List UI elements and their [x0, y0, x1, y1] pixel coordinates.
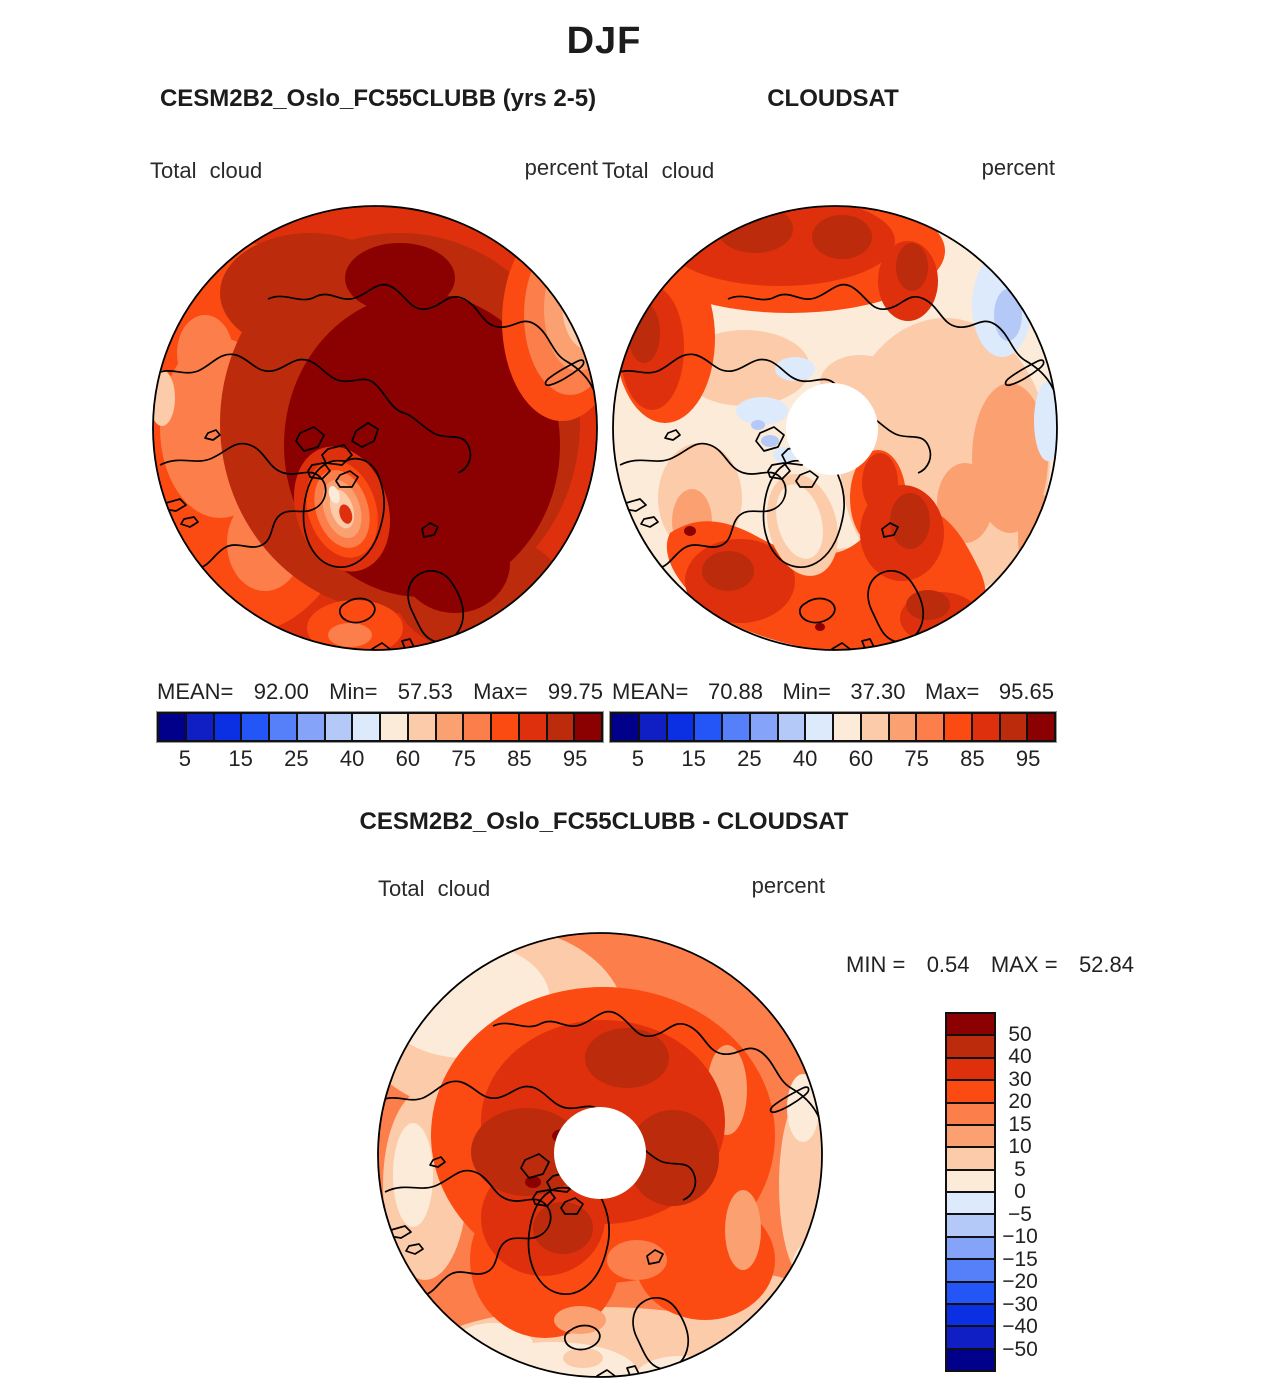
colorbar-cell	[409, 714, 437, 740]
diff-units-label: percent	[751, 873, 825, 898]
contour-region	[393, 1123, 433, 1227]
colorbar-cell	[159, 714, 187, 740]
colorbar-tick-label: −50	[1002, 1337, 1038, 1361]
colorbar-tick-label: 30	[1008, 1067, 1032, 1091]
contour-region	[812, 215, 872, 259]
colorbar-tick-label: 75	[904, 746, 929, 771]
colorbar-cell	[779, 714, 807, 740]
contour-region	[896, 243, 928, 291]
colorbar-cell	[353, 714, 381, 740]
contour-region	[579, 267, 600, 327]
max-value: 99.75	[547, 679, 603, 704]
contour-region	[684, 526, 696, 536]
colorbar-tick-label: 5	[631, 746, 644, 771]
colorbar-cell	[215, 714, 243, 740]
colorbar-cell	[381, 714, 409, 740]
colorbar-tick-label: 95	[562, 746, 588, 771]
colorbar-cell	[548, 714, 576, 740]
contour-region	[702, 551, 754, 591]
difference-map	[375, 930, 825, 1380]
colorbar-tick-label: 40	[1008, 1045, 1032, 1068]
colorbar-tick-label: 50	[1008, 1022, 1032, 1046]
colorbar-cell	[947, 1148, 994, 1170]
contour-region	[525, 1176, 541, 1188]
colorbar-cell	[947, 1193, 994, 1215]
colorbar-cell	[298, 714, 326, 740]
colorbar-cell	[947, 1126, 994, 1148]
contour-region	[890, 493, 930, 549]
obs-units-label: percent	[981, 155, 1055, 180]
model-field-label: Total cloud	[150, 158, 263, 183]
colorbar-tick-label: −10	[1002, 1225, 1038, 1248]
pole-data-hole	[786, 383, 878, 475]
colorbar-cell	[834, 714, 862, 740]
colorbar-tick-label: 15	[228, 746, 253, 771]
colorbar-cell	[1001, 714, 1029, 740]
model-colorbar	[157, 712, 603, 742]
colorbar-cell	[612, 714, 640, 740]
colorbar-cell	[492, 714, 520, 740]
colorbar-tick-label: 40	[792, 746, 818, 771]
mean-label: MEAN=	[612, 679, 689, 704]
colorbar-cell	[973, 714, 1001, 740]
colorbar-cell	[947, 1283, 994, 1305]
cloudsat-map	[610, 203, 1060, 653]
contour-region	[607, 1240, 667, 1280]
colorbar-tick-label: −20	[1002, 1270, 1038, 1293]
colorbar-cell	[947, 1081, 994, 1103]
contour-region	[725, 1190, 761, 1270]
colorbar-cell	[947, 1238, 994, 1260]
colorbar-tick-label: 85	[507, 746, 532, 771]
diff-field-label: Total cloud	[378, 876, 491, 901]
max-label: Max=	[473, 679, 528, 704]
contour-region	[328, 623, 372, 647]
max-value: 52.84	[1078, 952, 1134, 977]
contour-region	[791, 1245, 819, 1305]
colorbar-cell	[947, 1327, 994, 1349]
colorbar-cell	[947, 1305, 994, 1327]
obs-colorbar	[610, 712, 1056, 742]
colorbar-tick-label: 5	[178, 746, 191, 771]
contour-region	[815, 623, 825, 631]
contour-region	[862, 453, 898, 513]
colorbar-cell	[520, 714, 548, 740]
obs-field-label: Total cloud	[602, 158, 715, 183]
colorbar-tick-label: −5	[1008, 1202, 1032, 1226]
colorbar-cell	[947, 1014, 994, 1036]
colorbar-cell	[947, 1104, 994, 1126]
colorbar-cell	[640, 714, 668, 740]
mean-value: 70.88	[707, 679, 764, 704]
colorbar-cell	[945, 714, 973, 740]
colorbar-tick-label: 25	[737, 746, 762, 771]
pole-data-hole	[554, 1107, 646, 1199]
colorbar-cell	[187, 714, 215, 740]
obs-colorbar-ticks	[610, 746, 1056, 772]
mean-value: 92.00	[253, 679, 309, 704]
max-label: MAX =	[990, 952, 1058, 977]
contour-region	[563, 1348, 603, 1368]
min-value: 0.54	[926, 952, 970, 977]
obs-stats	[612, 679, 1054, 703]
colorbar-cell	[437, 714, 465, 740]
contour-region	[345, 243, 455, 313]
contour-region	[736, 397, 788, 425]
obs-panel-title: CLOUDSAT	[767, 85, 899, 112]
colorbar-tick-label: 20	[1008, 1090, 1032, 1113]
colorbar-tick-label: 15	[681, 746, 706, 771]
colorbar-cell	[668, 714, 696, 740]
colorbar-cell	[242, 714, 270, 740]
colorbar-tick-label: −30	[1002, 1292, 1038, 1316]
colorbar-tick-label: 10	[1008, 1135, 1032, 1158]
diff-panel-title: CESM2B2_Oslo_FC55CLUBB - CLOUDSAT	[359, 808, 849, 835]
min-value: 57.53	[397, 679, 453, 704]
contour-region	[177, 315, 233, 391]
colorbar-cell	[806, 714, 834, 740]
diff-minmax	[846, 952, 1134, 978]
min-label: Min=	[782, 679, 831, 704]
colorbar-tick-label: 0	[1014, 1180, 1026, 1203]
contour-region	[761, 435, 779, 447]
contour-region	[400, 513, 510, 613]
model-colorbar-ticks	[157, 746, 603, 772]
contour-region	[751, 420, 765, 430]
colorbar-tick-label: 85	[960, 746, 985, 771]
colorbar-tick-label: 15	[1008, 1112, 1032, 1136]
min-label: Min=	[329, 679, 378, 704]
model-units-label: percent	[524, 155, 598, 180]
contour-region	[554, 1306, 606, 1334]
colorbar-tick-label: 25	[284, 746, 309, 771]
colorbar-cell	[947, 1215, 994, 1237]
colorbar-cell	[751, 714, 779, 740]
colorbar-tick-label: 75	[451, 746, 476, 771]
min-label: MIN =	[846, 952, 906, 977]
colorbar-cell	[1028, 714, 1054, 740]
colorbar-cell	[326, 714, 354, 740]
model-map	[150, 203, 600, 653]
colorbar-tick-label: −15	[1002, 1247, 1038, 1271]
diff-colorbar-ticks	[994, 1012, 1046, 1372]
mean-label: MEAN=	[157, 679, 234, 704]
colorbar-tick-label: 40	[339, 746, 365, 771]
colorbar-tick-label: 60	[848, 746, 874, 771]
contour-region	[1018, 493, 1058, 583]
contour-region	[628, 303, 660, 363]
model-stats	[157, 679, 603, 703]
colorbar-tick-label: 95	[1015, 746, 1041, 771]
colorbar-cell	[947, 1260, 994, 1282]
contour-region	[940, 619, 976, 643]
min-value: 37.30	[850, 679, 906, 704]
figure-title: DJF	[566, 20, 642, 62]
colorbar-cell	[947, 1059, 994, 1081]
colorbar-cell	[723, 714, 751, 740]
contour-region	[585, 1028, 669, 1088]
colorbar-cell	[862, 714, 890, 740]
max-label: Max=	[924, 679, 980, 704]
contour-region	[994, 289, 1022, 341]
colorbar-tick-label: 60	[395, 746, 421, 771]
colorbar-cell	[270, 714, 298, 740]
colorbar-cell	[917, 714, 945, 740]
colorbar-cell	[695, 714, 723, 740]
max-value: 95.65	[998, 679, 1054, 704]
contour-region	[906, 590, 950, 620]
colorbar-cell	[947, 1036, 994, 1058]
colorbar-tick-label: −40	[1002, 1315, 1038, 1338]
diff-colorbar	[945, 1012, 996, 1372]
colorbar-cell	[464, 714, 492, 740]
colorbar-cell	[890, 714, 918, 740]
colorbar-tick-label: 5	[1014, 1157, 1026, 1181]
colorbar-cell	[947, 1350, 994, 1370]
colorbar-cell	[947, 1171, 994, 1193]
colorbar-cell	[575, 714, 601, 740]
model-panel-title: CESM2B2_Oslo_FC55CLUBB (yrs 2-5)	[159, 85, 597, 112]
